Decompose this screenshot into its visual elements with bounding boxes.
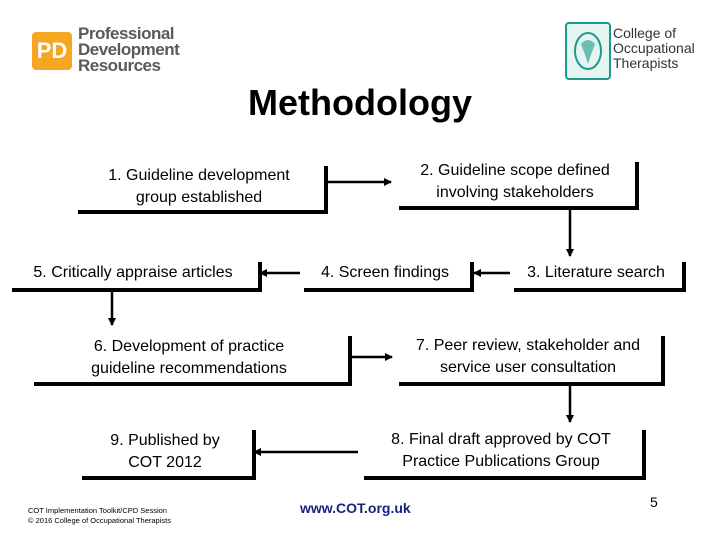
page-title: Methodology (248, 82, 472, 123)
step-3-box: 3. Literature search (510, 258, 682, 288)
step-9-box: 9. Published by COT 2012 (78, 426, 252, 476)
pd-badge: PD (32, 32, 72, 70)
cot-logo-line: Therapists (613, 55, 679, 71)
pd-logo-line: Development (78, 40, 180, 59)
step-8-box: 8. Final draft approved by COT Practice Publications Group (360, 426, 642, 476)
footer-line-2: © 2016 College of Occupational Therapists (28, 516, 171, 525)
pd-logo-line: Professional (78, 24, 175, 43)
step-6-box: 6. Development of practice guideline recommendations (30, 332, 348, 382)
step-2-box: 2. Guideline scope defined involving stakeholders (395, 158, 635, 206)
page-number: 5 (650, 494, 658, 510)
step-7-box: 7. Peer review, stakeholder and service user consultation (395, 332, 661, 382)
step-4-box: 4. Screen findings (300, 258, 470, 288)
step-5-box: 5. Critically appraise articles (8, 258, 258, 288)
footer-url-link[interactable]: www.COT.org.uk (300, 500, 411, 516)
pd-logo-line: Resources (78, 56, 161, 75)
step-1-box: 1. Guideline development group established (74, 162, 324, 210)
cot-logo-line: College of (613, 25, 677, 41)
cot-logo-line: Occupational (613, 40, 695, 56)
footer-copyright (28, 506, 171, 526)
footer-line-1: COT Implementation Toolkit/CPD Session (28, 506, 167, 515)
